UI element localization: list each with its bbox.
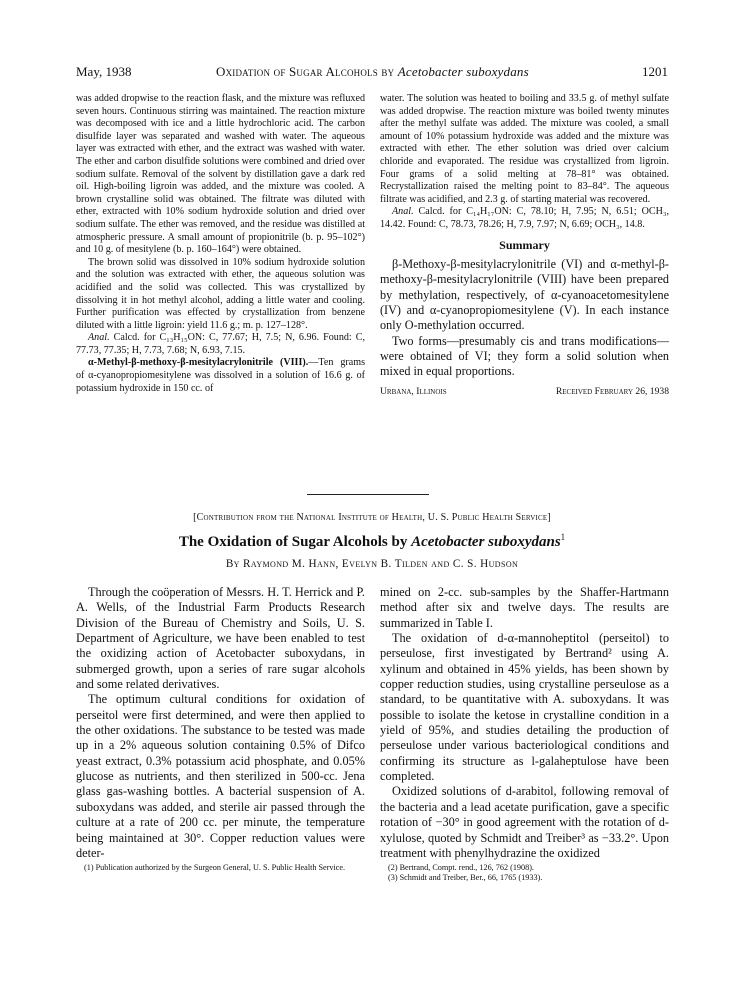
contribution-line: [Contribution from the National Institute of Health, U. S. Public Health Service] bbox=[193, 512, 551, 523]
analysis-paragraph: Anal. Calcd. for C₁₄H₁₇ON: C, 78.10; H, 7.95; N, 6.51; OCH₃, 14.42. Found: C, 78.73, 78.26; H, 7.9, 7.97; N, 6.69; OCH₃, 14.8. bbox=[380, 206, 669, 230]
byline: By Raymond M. Hann, Evelyn B. Tilden and C. S. Hudson bbox=[225, 558, 519, 570]
footnote: (2) Bertrand, Compt. rend., 126, 762 (1908). bbox=[388, 863, 534, 873]
paragraph: Through the coöperation of Messrs. H. T. Herrick and P. A. Wells, of the Industrial Farm Products Research Division of the Bureau of Chemistry and Soils, U. S. Department of Agriculture, we have been enabled to test the oxidizing action of Acetobacter suboxydans, in submerged growth, upon a series of rare sugar alcohols and some related derivatives. bbox=[76, 585, 365, 692]
footnotes bbox=[76, 863, 365, 873]
summary-text bbox=[380, 257, 669, 379]
paragraph: β-Methoxy-β-mesitylacrylonitrile (VI) and α-methyl-β-methoxy-β-mesitylacrylonitrile (VIII) have been prepared by methylation, respectively, of α-cyanoacetomesitylene (IV) and α-cyanopropiomesitylene (V). In each instance only O-methylation occurred. bbox=[380, 257, 669, 333]
header-title: Oxidation of Sugar Alcohols by Acetobacter suboxydans bbox=[216, 64, 529, 79]
place: Urbana, Illinois bbox=[380, 385, 447, 397]
paragraph: Oxidized solutions of d-arabitol, following removal of the bacteria and a lead acetate purification, gave a specific rotation of −30° in good agreement with the rotation of d-xylulose, quoted by Schmidt and Treiber³ as −33.2°. Upon treatment with phenylhydrazine the oxidized bbox=[380, 784, 669, 860]
footnote: (3) Schmidt and Treiber, Ber., 66, 1765 (1933). bbox=[388, 873, 543, 883]
bottom-left-column bbox=[76, 585, 365, 873]
paragraph: Two forms—presumably cis and trans modifications—were obtained of VI; they form a solid solution when mixed in equal proportions. bbox=[380, 333, 669, 379]
summary-heading: Summary bbox=[499, 237, 550, 252]
paragraph: The optimum cultural conditions for oxidation of perseitol were first determined, and were then applied to the other oxidations. The substance to be tested was made up in a 2% aqueous solution containing 0.5% of Difco yeast extract, 0.3% potassium acid phosphate, and 0.05% glucose as nutrients, and then sterilized in 500-cc. Jena glass gas-washing bottles. A bacterial suspension of A. suboxydans was added, and sterile air passed through the culture at a rate of 200 cc. per minute, the temperature being maintained at 30°. Copper reduction values were deter- bbox=[76, 692, 365, 860]
signature-line bbox=[380, 386, 669, 399]
header-date: May, 1938 bbox=[76, 64, 132, 79]
top-right-column bbox=[380, 93, 669, 398]
footnote: (1) Publication authorized by the Surgeon General, U. S. Public Health Service. bbox=[84, 863, 346, 873]
paragraph: water. The solution was heated to boiling and 33.5 g. of methyl sulfate was added dropwise. The reaction mixture was boiled twenty minutes after the methyl sulfate was added. The mixture was cooled, a small amount of 10% potassium hydroxide was added and the mixture was extracted with ether. The ether solution was dried over calcium chloride and evaporated. The residue was crystallized from ligroin. Four grams of a solid melting at 78–81° was obtained. Recrystallization raised the melting point to 83–84°. The aqueous filtrate was acidified, and 2.3 g. of starting material was recovered. bbox=[380, 93, 669, 205]
footnotes bbox=[380, 863, 669, 883]
article-title: The Oxidation of Sugar Alcohols by Acetobacter suboxydans$^1$ bbox=[178, 532, 566, 550]
top-left-column bbox=[76, 93, 365, 395]
paragraph: α-Methyl-β-methoxy-β-mesitylacrylonitrile (VIII).—Ten grams of α-cyanopropiomesitylene was dissolved in a solution of 16.6 g. of potassium hydroxide in 150 cc. of bbox=[76, 357, 365, 394]
paragraph: The brown solid was dissolved in 10% sodium hydroxide solution and the solution was extracted with ether, the aqueous solution was acidified and the solid was collected. This was crystallized by dissolving it in hot methyl alcohol, adding a little water and cooling. Further purification was effected by crystallization from benzene diluted with a little ligroin: yield 11.6 g.; m. p. 127–128°. bbox=[76, 256, 365, 331]
received-date: Received February 26, 1938 bbox=[555, 385, 669, 397]
paragraph: mined on 2-cc. sub-samples by the Shaffer-Hartmann method after six and twelve days. The results are summarized in Table I. bbox=[380, 585, 669, 630]
page-number: 1201 bbox=[642, 64, 668, 79]
paragraph: The oxidation of d-α-mannoheptitol (perseitol) to perseulose, first investigated by Bertrand² using A. xylinum and obtained in 45% yields, has been shown by copper reduction studies, using crystalline perseulose as a standard, to be quantitative with A. suboxydans. It was possible to isolate the ketose in crystalline condition in a yield of 95%, and studies detailing the production of perseulose under various bacteriological conditions and confirming its structure as l-galaheptulose have been completed. bbox=[380, 631, 669, 784]
analysis-paragraph: Anal. Calcd. for C₁₃H₁₅ON: C, 77.67; H, 7.5; N, 6.96. Found: C, 77.73, 77.35; H, 7.73, 7.68; N, 6.93, 7.15. bbox=[76, 332, 365, 356]
running-header bbox=[76, 64, 668, 84]
bottom-right-column bbox=[380, 585, 669, 883]
divider bbox=[307, 494, 429, 495]
paragraph: was added dropwise to the reaction flask, and the mixture was refluxed seven hours. Continuous stirring was maintained. The reaction mixture was decomposed with ice and a little hydrochloric acid. The carbon disulfide layer was separated and washed with water. The aqueous layer was extracted with ether, and the extract was washed with water. The ether and carbon disulfide solutions were combined and dried over sodium sulfate. Removal of the solvent by distillation gave a dark red oil. High-boiling ligroin was added, and the mixture was cooled. A brown crystalline solid was obtained. The filtrate was diluted with ether, extracted with 10% sodium hydroxide solution and dried over sodium sulfate. The ether was removed, and the residue was distilled at atmospheric pressure. A small amount of propionitrile (b. p. 95–102°) and 10 g. of mesitylene (b. p. 160–164°) were obtained. bbox=[76, 93, 365, 256]
